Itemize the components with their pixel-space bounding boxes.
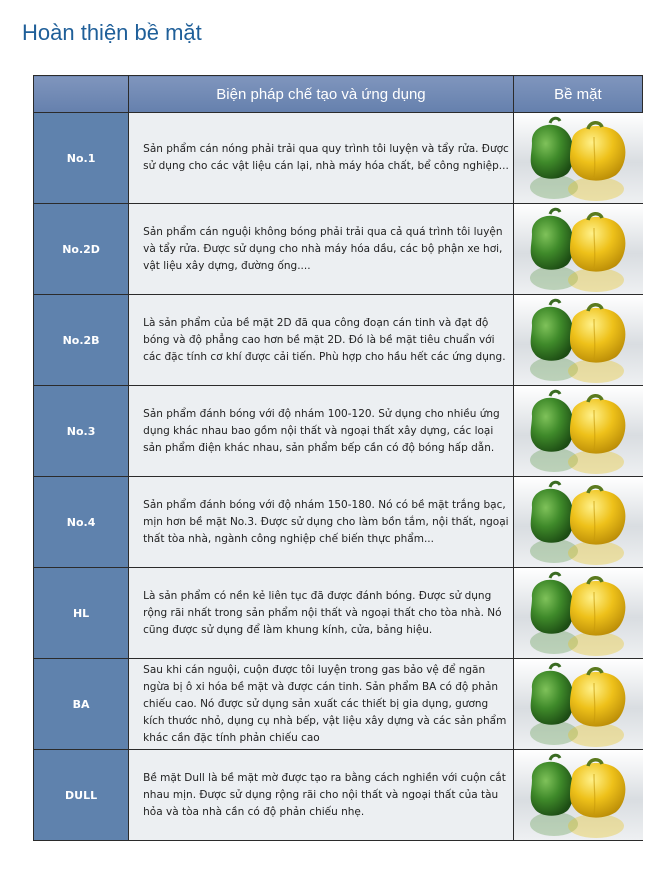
header-code: [34, 76, 129, 113]
surface-photo-cell: [513, 386, 642, 477]
finish-description: Sản phẩm cán nóng phải trải qua quy trình tôi luyện và tẩy rửa. Được sử dụng cho các vật liệu cán lại, nhà máy hóa chất, bể công nghiệp...: [129, 113, 514, 204]
finish-code: No.2B: [34, 295, 129, 386]
table-row: [34, 568, 643, 659]
finish-code: No.1: [34, 113, 129, 204]
finish-code: DULL: [34, 750, 129, 841]
finish-description: Sản phẩm đánh bóng với độ nhám 100-120. Sử dụng cho nhiều ứng dụng khác nhau bao gồm nội thất và ngoại thất xây dựng, các loại sản phẩm điện khác nhau, sản phẩm bếp cần có độ bóng hấp dẫn.: [129, 386, 514, 477]
finish-description: Sản phẩm đánh bóng với độ nhám 150-180. Nó có bề mặt trắng bạc, mịn hơn bề mặt No.3. Được sử dụng cho làm bồn tắm, nội thất, ngoại thất tòa nhà, ngành công nghiệp chế biến thực phẩm...: [129, 477, 514, 568]
pepper-reflection-image: [514, 750, 643, 840]
surface-photo-cell: [513, 477, 642, 568]
page-title: Hoàn thiện bề mặt: [22, 20, 202, 45]
table-row: [34, 750, 643, 841]
surface-photo-cell: [513, 568, 642, 659]
table-row: [34, 113, 643, 204]
surface-photo-cell: [513, 659, 642, 750]
surface-photo-cell: [513, 295, 642, 386]
finish-description: Sản phẩm cán nguội không bóng phải trải qua cả quá trình tôi luyện và tẩy rửa. Được sử dụng cho nhà máy hóa dầu, các bộ phận xe hơi, vật liệu xây dựng, đường ống....: [129, 204, 514, 295]
surface-finish-table: [33, 75, 643, 841]
surface-photo-cell: [513, 113, 642, 204]
header-surface: Bề mặt: [513, 76, 642, 113]
table-row: [34, 386, 643, 477]
table-row: [34, 295, 643, 386]
pepper-reflection-image: [514, 204, 643, 294]
pepper-reflection-image: [514, 386, 643, 476]
table-body: [34, 113, 643, 841]
table-row: [34, 204, 643, 295]
finish-code: No.4: [34, 477, 129, 568]
pepper-reflection-image: [514, 477, 643, 567]
surface-photo-cell: [513, 204, 642, 295]
finish-code: No.2D: [34, 204, 129, 295]
pepper-reflection-image: [514, 295, 643, 385]
finish-description: Bề mặt Dull là bề mặt mờ được tạo ra bằng cách nghiền với cuộn cắt nhau mịn. Được sử dụng rộng rãi cho nội thất và ngoại thất của tàu hỏa và tòa nhà cần có độ phản chiếu nhẹ.: [129, 750, 514, 841]
pepper-reflection-image: [514, 659, 643, 749]
table-row: [34, 477, 643, 568]
pepper-reflection-image: [514, 568, 643, 658]
table-row: [34, 659, 643, 750]
table-header-row: [34, 76, 643, 113]
header-description: Biện pháp chế tạo và ứng dụng: [129, 76, 514, 113]
finish-code: BA: [34, 659, 129, 750]
finish-description: Là sản phẩm có nền kẻ liên tục đã được đánh bóng. Được sử dụng rộng rãi nhất trong sản phẩm nội thất và ngoại thất cho tòa nhà. Nó cũng được sử dụng để làm khung kính, cửa, bảng hiệu.: [129, 568, 514, 659]
pepper-reflection-image: [514, 113, 643, 203]
finish-code: HL: [34, 568, 129, 659]
finish-code: No.3: [34, 386, 129, 477]
finish-description: Sau khi cán nguội, cuộn được tôi luyện trong gas bảo vệ để ngăn ngừa bị ô xi hóa bề mặt và được cán tinh. Sản phẩm BA có độ phản chiếu cao. Nó được sử dụng sản xuất các thiết bị gia dụng, gương kích thước nhỏ, dụng cụ nhà bếp, vật liệu xây dựng và các sản phẩm khác cần đặc tính phản chiếu cao: [129, 659, 514, 750]
finish-description: Là sản phẩm của bề mặt 2D đã qua công đoạn cán tinh và đạt độ bóng và độ phẳng cao hơn bề mặt 2D. Đó là bề mặt tiêu chuẩn với các đặc tính cơ khí được cải tiến. Phù hợp cho hầu hết các ứng dụng.: [129, 295, 514, 386]
surface-photo-cell: [513, 750, 642, 841]
